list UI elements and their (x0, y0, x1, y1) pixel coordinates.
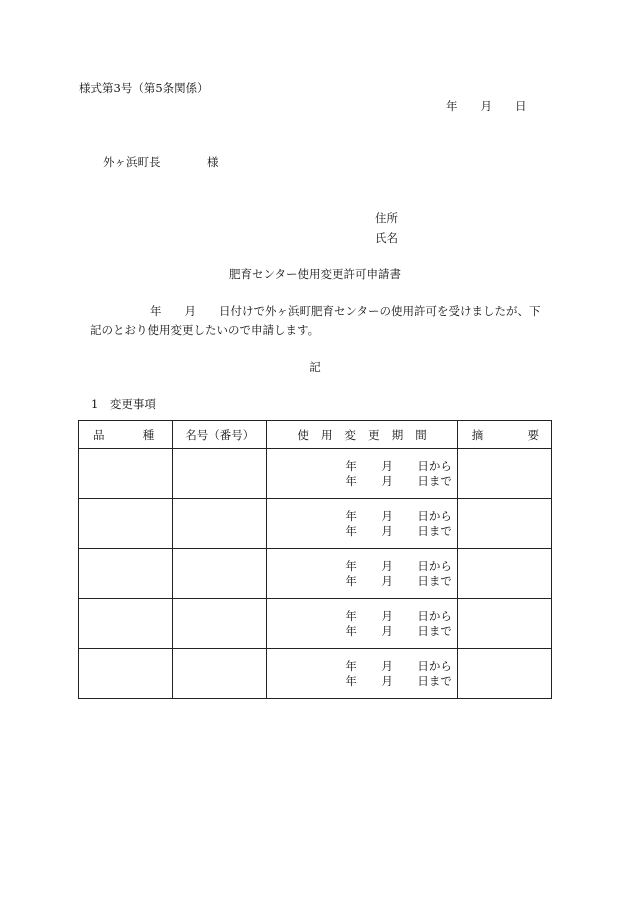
summary-cell[interactable] (457, 549, 551, 599)
period-from-part: 年 (345, 508, 357, 523)
period-from-part: 月 (381, 658, 393, 673)
period-from-part: 年 (345, 608, 357, 623)
period-to-line (345, 574, 456, 589)
period-to-part: 月 (381, 623, 393, 638)
name-number-cell[interactable] (173, 449, 267, 499)
period-to-part: 年 (345, 623, 357, 638)
table-row (79, 499, 552, 549)
usage-period-cell[interactable] (267, 549, 457, 599)
header-usage-period (267, 421, 457, 449)
addressee-honorific: 様 (207, 155, 219, 169)
period-from-line (345, 459, 456, 474)
header-summary-char-2: 要 (527, 427, 539, 442)
body-text-line-1 (90, 306, 560, 318)
addressee-name: 外ヶ浜町長 (103, 155, 161, 169)
breed-cell[interactable] (79, 599, 173, 649)
period-to-part: 月 (381, 523, 393, 538)
applicant-address-label: 住所 (375, 211, 398, 225)
application-date: 年 月 日 (446, 99, 527, 113)
header-period-char: 変 (344, 427, 357, 442)
section-heading: 1 変更事項 (91, 397, 156, 411)
breed-cell[interactable] (79, 649, 173, 699)
header-breed (79, 421, 173, 449)
table-row (79, 549, 552, 599)
period-from-part: 日から (417, 458, 452, 473)
period-to-part: 日まで (417, 473, 452, 488)
period-from-part: 月 (381, 558, 393, 573)
period-from-part: 日から (417, 608, 452, 623)
usage-period-cell[interactable] (267, 499, 457, 549)
period-to-part: 月 (381, 673, 393, 688)
period-to-part: 日まで (417, 573, 452, 588)
period-from-line (345, 559, 456, 574)
body-text-line-1-rest: 日付けで外ヶ浜町肥育センターの使用許可を受けましたが、下 (219, 304, 541, 318)
form-number: 様式第3号（第5条関係） (79, 81, 209, 95)
period-from-part: 月 (381, 608, 393, 623)
header-period-char: 間 (415, 427, 427, 442)
period-from-line (345, 509, 456, 524)
name-number-cell[interactable] (173, 599, 267, 649)
header-summary-char-1: 摘 (471, 427, 484, 442)
period-to-line (345, 674, 456, 689)
header-period-char: 使 (297, 427, 309, 442)
header-period-char: 用 (320, 427, 333, 442)
ki-marker: 記 (309, 360, 321, 374)
period-to-part: 月 (381, 573, 393, 588)
summary-cell[interactable] (457, 449, 551, 499)
period-from-line (345, 609, 456, 624)
period-to-part: 日まで (417, 523, 452, 538)
breed-cell[interactable] (79, 499, 173, 549)
summary-cell[interactable] (457, 649, 551, 699)
header-period-char: 更 (368, 427, 380, 442)
usage-period-cell[interactable] (267, 599, 457, 649)
period-from-part: 月 (381, 458, 393, 473)
usage-period-cell[interactable] (267, 449, 457, 499)
document-title: 肥育センター使用変更許可申請書 (228, 267, 402, 281)
header-name-number-label: 名号（番号） (185, 427, 255, 442)
body-text-line-2: 記のとおり使用変更したいので申請します。 (90, 323, 320, 337)
usage-period-cell[interactable] (267, 649, 457, 699)
name-number-cell[interactable] (173, 549, 267, 599)
change-items-table (78, 420, 552, 699)
breed-cell[interactable] (79, 449, 173, 499)
header-summary (457, 421, 551, 449)
header-breed-char-2: 種 (142, 427, 155, 442)
period-to-part: 日まで (417, 673, 452, 688)
applicant-name-label: 氏名 (375, 231, 398, 245)
breed-cell[interactable] (79, 549, 173, 599)
header-name-number (173, 421, 267, 449)
period-to-part: 年 (345, 573, 357, 588)
period-from-part: 日から (417, 558, 452, 573)
period-from-part: 年 (345, 458, 357, 473)
period-from-part: 月 (381, 508, 393, 523)
table-header-row (79, 421, 552, 449)
table-row (79, 449, 552, 499)
period-from-part: 年 (345, 558, 357, 573)
period-to-line (345, 474, 456, 489)
table-row (79, 599, 552, 649)
period-to-part: 年 (345, 673, 357, 688)
name-number-cell[interactable] (173, 499, 267, 549)
summary-cell[interactable] (457, 599, 551, 649)
permit-date-blank: 年 月 (150, 304, 219, 318)
period-to-part: 日まで (417, 623, 452, 638)
name-number-cell[interactable] (173, 649, 267, 699)
period-to-line (345, 524, 456, 539)
table-row (79, 649, 552, 699)
header-period-char: 期 (391, 427, 404, 442)
period-to-line (345, 624, 456, 639)
period-from-part: 年 (345, 658, 357, 673)
period-from-part: 日から (417, 508, 452, 523)
period-from-line (345, 659, 456, 674)
period-to-part: 年 (345, 473, 357, 488)
header-breed-char-1: 品 (93, 427, 105, 442)
period-to-part: 年 (345, 523, 357, 538)
period-from-part: 日から (417, 658, 452, 673)
summary-cell[interactable] (457, 499, 551, 549)
period-to-part: 月 (381, 473, 393, 488)
